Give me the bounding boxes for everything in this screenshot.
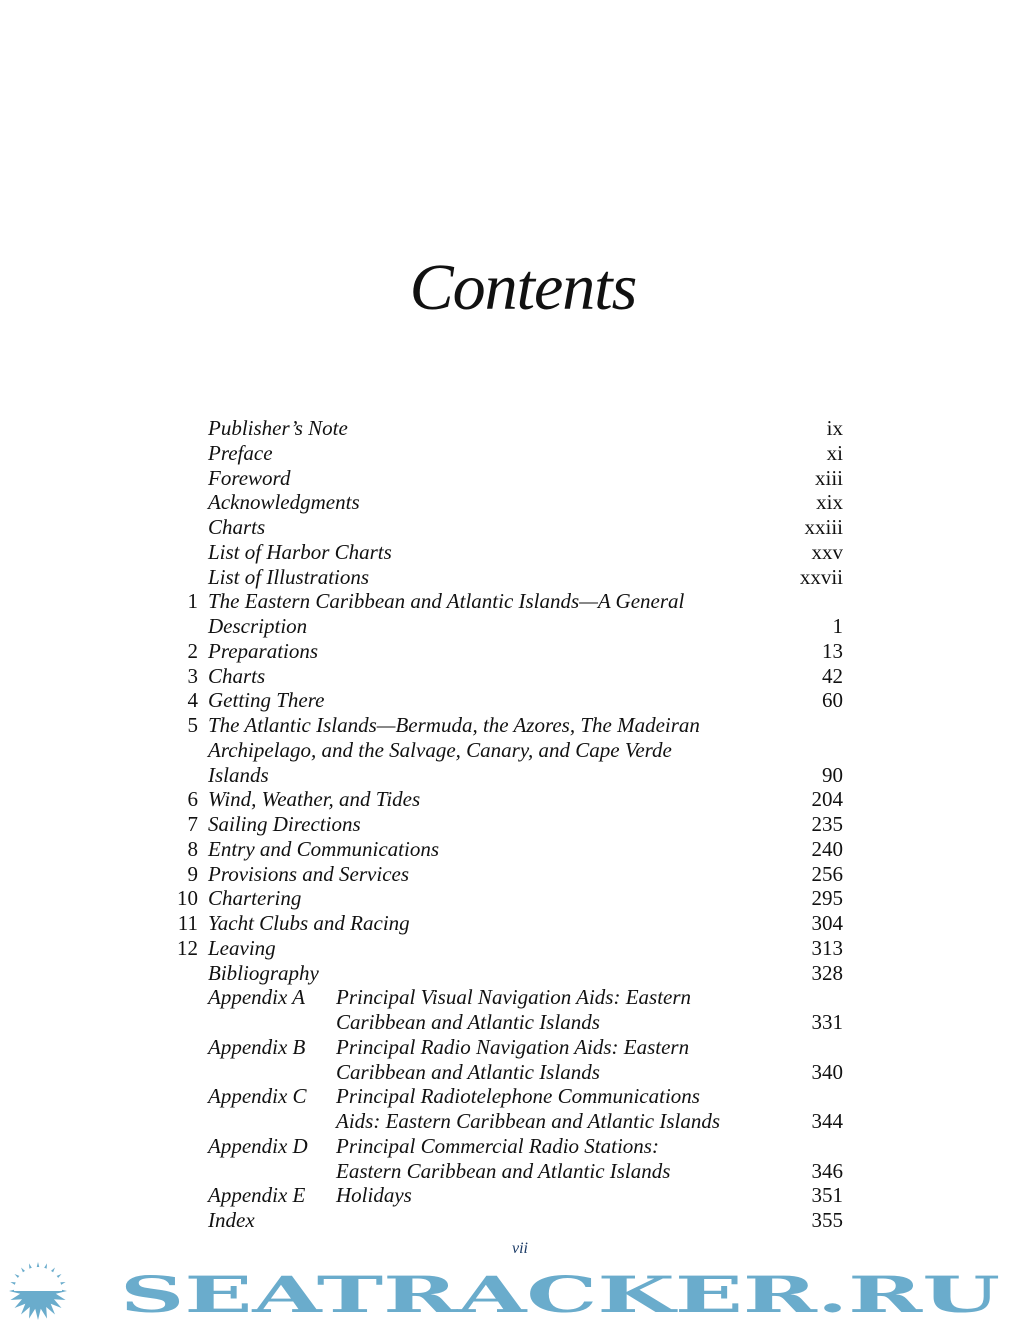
toc-entry: [0, 639, 1020, 664]
page-ref: 355: [811, 1208, 843, 1232]
chapter-number: 9: [187, 861, 198, 886]
page-ref: xix: [816, 490, 843, 515]
page-ref: 344: [811, 1109, 843, 1133]
page-ref: 346: [811, 1158, 843, 1183]
page-ref: 351: [811, 1183, 843, 1208]
entry-title: Principal Commercial Radio Stations:: [336, 1133, 659, 1158]
page-ref: xxvii: [799, 564, 843, 589]
toc-entry: [0, 911, 1020, 936]
chapter-number: 12: [177, 935, 198, 960]
toc-entry: [0, 936, 1020, 961]
entry-title: Archipelago, and the Salvage, Canary, and Cape Verde: [208, 737, 672, 762]
appendix-label: Appendix A: [208, 985, 306, 1010]
toc-entry: [0, 713, 1020, 738]
toc-entry: [0, 540, 1020, 565]
entry-title: Chartering: [208, 886, 302, 911]
toc-entry: [0, 837, 1020, 862]
chapter-number: 4: [187, 688, 198, 713]
appendix-label: Appendix E: [208, 1183, 306, 1208]
entry-title: Publisher’s Note: [208, 416, 348, 440]
toc-entry: [0, 763, 1020, 788]
toc-entry: [0, 1060, 1020, 1085]
toc-entry: [0, 490, 1020, 515]
page-ref: xxiii: [804, 515, 843, 539]
page-title: Contents: [409, 251, 637, 324]
page-ref: 240: [811, 836, 843, 861]
page-ref: 313: [811, 935, 843, 960]
entry-title: Holidays: [336, 1183, 412, 1208]
page-ref: 90: [822, 762, 843, 787]
toc-entry: [0, 1208, 1020, 1233]
entry-title: The Eastern Caribbean and Atlantic Islands—A General: [208, 589, 685, 614]
table-of-contents: [0, 416, 1020, 1233]
entry-title: Description: [208, 614, 308, 638]
toc-entry: [0, 1134, 1020, 1159]
entry-title: Provisions and Services: [208, 861, 410, 886]
chapter-number: 6: [187, 787, 198, 812]
toc-entry: [0, 1183, 1020, 1208]
entry-title: Caribbean and Atlantic Islands: [336, 1010, 600, 1034]
entry-title: Principal Radio Navigation Aids: Eastern: [336, 1034, 690, 1059]
page-ref: 1: [832, 614, 843, 638]
entry-title: Yacht Clubs and Racing: [208, 911, 410, 935]
entry-title: List of Illustrations: [208, 564, 370, 589]
toc-entry: [0, 1159, 1020, 1184]
appendix-label: Appendix B: [208, 1034, 306, 1059]
entry-title: Bibliography: [208, 960, 319, 985]
entry-title: Caribbean and Atlantic Islands: [336, 1059, 600, 1084]
entry-title: Charts: [208, 515, 266, 539]
page-ref: 295: [811, 886, 843, 911]
toc-entry: [0, 515, 1020, 540]
page-ref: xi: [826, 440, 843, 465]
page-ref: 331: [811, 1010, 843, 1034]
entry-title: Islands: [208, 762, 269, 787]
toc-entry: [0, 466, 1020, 491]
toc-entry: [0, 812, 1020, 837]
chapter-number: 7: [187, 812, 198, 836]
entry-title: Sailing Directions: [208, 812, 361, 836]
page-ref: ix: [826, 416, 843, 440]
entry-title: Wind, Weather, and Tides: [208, 787, 421, 812]
watermark-logo: [0, 1262, 1020, 1320]
entry-title: Charts: [208, 663, 266, 688]
entry-title: Aids: Eastern Caribbean and Atlantic Islands: [336, 1109, 721, 1133]
page-ref: 235: [811, 812, 843, 836]
toc-entry: [0, 886, 1020, 911]
entry-title: Index: [208, 1208, 255, 1232]
entry-title: Principal Radiotelephone Communications: [336, 1084, 700, 1109]
page-ref: 340: [811, 1059, 843, 1084]
page-ref: 328: [811, 960, 843, 985]
entry-title: Entry and Communications: [208, 836, 439, 861]
entry-title: The Atlantic Islands—Bermuda, the Azores, The Madeiran: [208, 713, 700, 737]
entry-title: Eastern Caribbean and Atlantic Islands: [336, 1158, 671, 1183]
page-ref: 304: [811, 911, 843, 935]
entry-title: Acknowledgments: [208, 490, 360, 515]
page-number: vii: [512, 1240, 528, 1257]
toc-entry: [0, 614, 1020, 639]
sun-icon: [9, 1262, 67, 1320]
toc-entry: [0, 589, 1020, 614]
page-ref: 256: [811, 861, 843, 886]
toc-entry: [0, 862, 1020, 887]
watermark-text: SEATRACKER.RU: [120, 1265, 1000, 1320]
entry-title: Getting There: [208, 688, 325, 713]
entry-title: Preface: [208, 440, 273, 465]
toc-entry: [0, 416, 1020, 441]
appendix-label: Appendix D: [208, 1133, 308, 1158]
toc-entry: [0, 1084, 1020, 1109]
toc-entry: [0, 664, 1020, 689]
entry-title: Foreword: [208, 465, 291, 490]
toc-entry: [0, 961, 1020, 986]
chapter-number: 1: [187, 589, 198, 614]
page-ref: 204: [811, 787, 843, 812]
toc-entry: [0, 441, 1020, 466]
chapter-number: 2: [187, 638, 198, 663]
toc-entry: [0, 985, 1020, 1010]
entry-title: List of Harbor Charts: [208, 539, 392, 564]
chapter-number: 5: [187, 713, 198, 737]
chapter-number: 3: [187, 663, 198, 688]
page-ref: 60: [822, 688, 843, 713]
chapter-number: 10: [177, 886, 198, 911]
entry-title: Leaving: [208, 935, 276, 960]
page-ref: xiii: [814, 465, 843, 490]
toc-entry: [0, 1010, 1020, 1035]
toc-entry: [0, 565, 1020, 590]
appendix-label: Appendix C: [208, 1084, 307, 1109]
chapter-number: 11: [177, 911, 198, 935]
toc-entry: [0, 787, 1020, 812]
page-ref: 13: [822, 638, 843, 663]
entry-title: Principal Visual Navigation Aids: Eastern: [336, 985, 692, 1010]
page-ref: 42: [822, 663, 843, 688]
toc-entry: [0, 688, 1020, 713]
page-ref: xxv: [811, 539, 843, 564]
chapter-number: 8: [187, 836, 198, 861]
toc-entry: [0, 738, 1020, 763]
toc-entry: [0, 1109, 1020, 1134]
entry-title: Preparations: [208, 638, 319, 663]
toc-entry: [0, 1035, 1020, 1060]
